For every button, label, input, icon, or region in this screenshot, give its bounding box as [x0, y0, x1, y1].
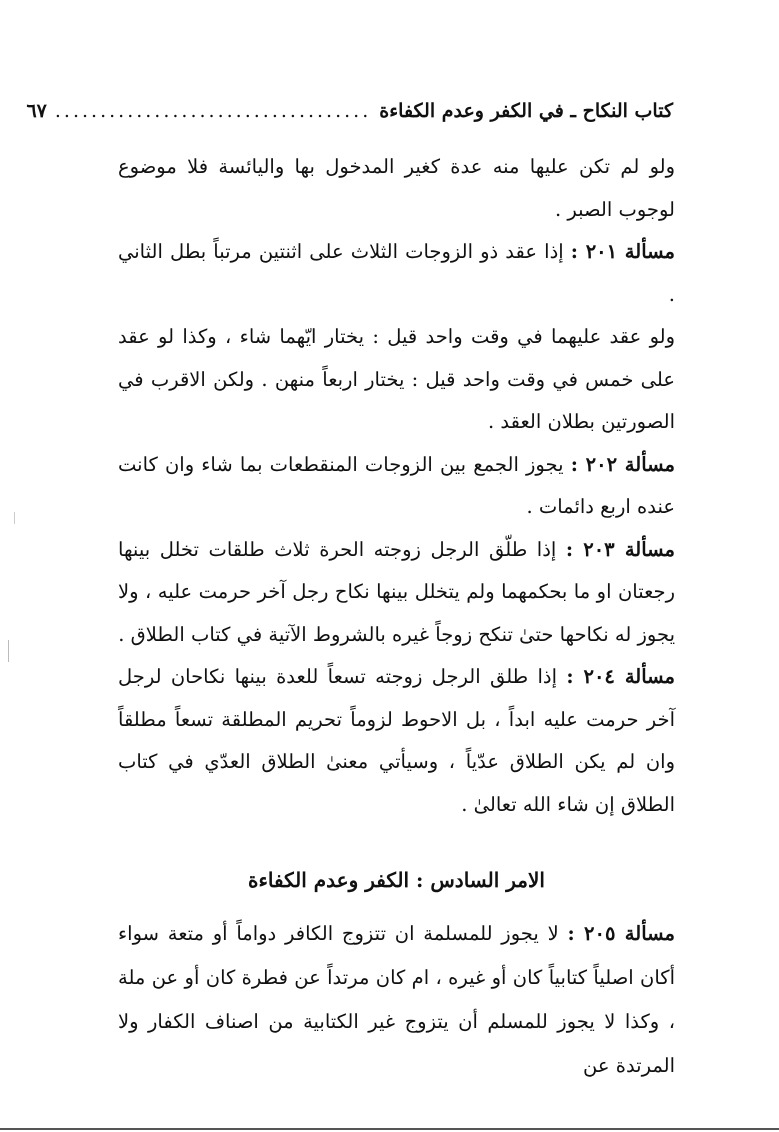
issue-label: مسألة ٢٠٣ : — [565, 537, 675, 561]
scan-artifact — [8, 640, 9, 662]
issue-label: مسألة ٢٠٥ : — [567, 922, 675, 945]
page-number: ٦٧ — [26, 100, 47, 122]
paragraph-text: يجوز الجمع بين الزوجات المنقطعات بما شاء وان كانت عنده اربع دائمات . — [118, 452, 675, 518]
paragraph-text: إذا طلق الرجل زوجته تسعاً للعدة بينها نكاحان لرجل آخر حرمت عليه ابداً ، بل الاحوط لزوماً تحريم المطلقة تسعاً مطلقاً وان لم يكن الطلاق عدّياً ، وسيأتي معنىٰ الطلاق العدّي في كتاب الطلاق إن شاء الله تعالىٰ . — [118, 665, 675, 816]
paragraph — [118, 231, 675, 316]
paragraph-text: ولو عقد عليهما في وقت واحد قيل : يختار ايّهما شاء ، وكذا لو عقد على خمس في وقت واحد قيل : يختار اربعاً منهن . ولكن الاقرب في الصورتين بطلان العقد . — [118, 325, 675, 433]
header-leader-dots: ................................... — [54, 100, 372, 122]
paragraph-text: إذا عقد ذو الزوجات الثلاث على اثنتين مرتباً بطل الثاني . — [118, 240, 675, 306]
section-heading: الامر السادس : الكفر وعدم الكفاءة — [248, 868, 545, 892]
issue-label: مسألة ٢٠٢ : — [570, 452, 675, 476]
paragraph — [118, 316, 675, 444]
paragraph-text: لا يجوز للمسلمة ان تتزوج الكافر دواماً أو متعة سواء أكان اصلياً كتابياً كان أو غيره ، ام كان مرتداً عن فطرة كان أو عن ملة ، وكذا لا يجوز للمسلم أن يتزوج غير الكتابية من اصناف الكفار ولا المرتدة عن — [118, 922, 675, 1077]
paragraph-text: إذا طلّق الرجل زوجته الحرة ثلاث طلقات تخلل بينها رجعتان او ما بحكمهما ولم يتخلل بينها نكاح رجل آخر حرمت عليه ، ولا يجوز له نكاحها حتىٰ تنكح زوجاً غيره بالشروط الآتية في كتاب الطلاق . — [118, 537, 675, 646]
paragraph — [118, 912, 675, 1088]
paragraph — [118, 529, 675, 657]
paragraph-text: ولو لم تكن عليها منه عدة كغير المدخول بها واليائسة فلا موضوع لوجوب الصبر . — [118, 155, 675, 221]
page-bottom-edge — [0, 1128, 779, 1130]
main-text — [118, 146, 675, 826]
scan-artifact — [14, 512, 15, 524]
issue-label: مسألة ٢٠١ : — [570, 240, 675, 263]
paragraph — [118, 656, 675, 826]
header-title: كتاب النكاح ـ في الكفر وعدم الكفاءة — [379, 100, 673, 122]
section-text — [118, 912, 675, 1088]
running-header — [26, 100, 673, 130]
paragraph — [118, 146, 675, 231]
issue-label: مسألة ٢٠٤ : — [566, 665, 675, 688]
paragraph — [118, 444, 675, 529]
